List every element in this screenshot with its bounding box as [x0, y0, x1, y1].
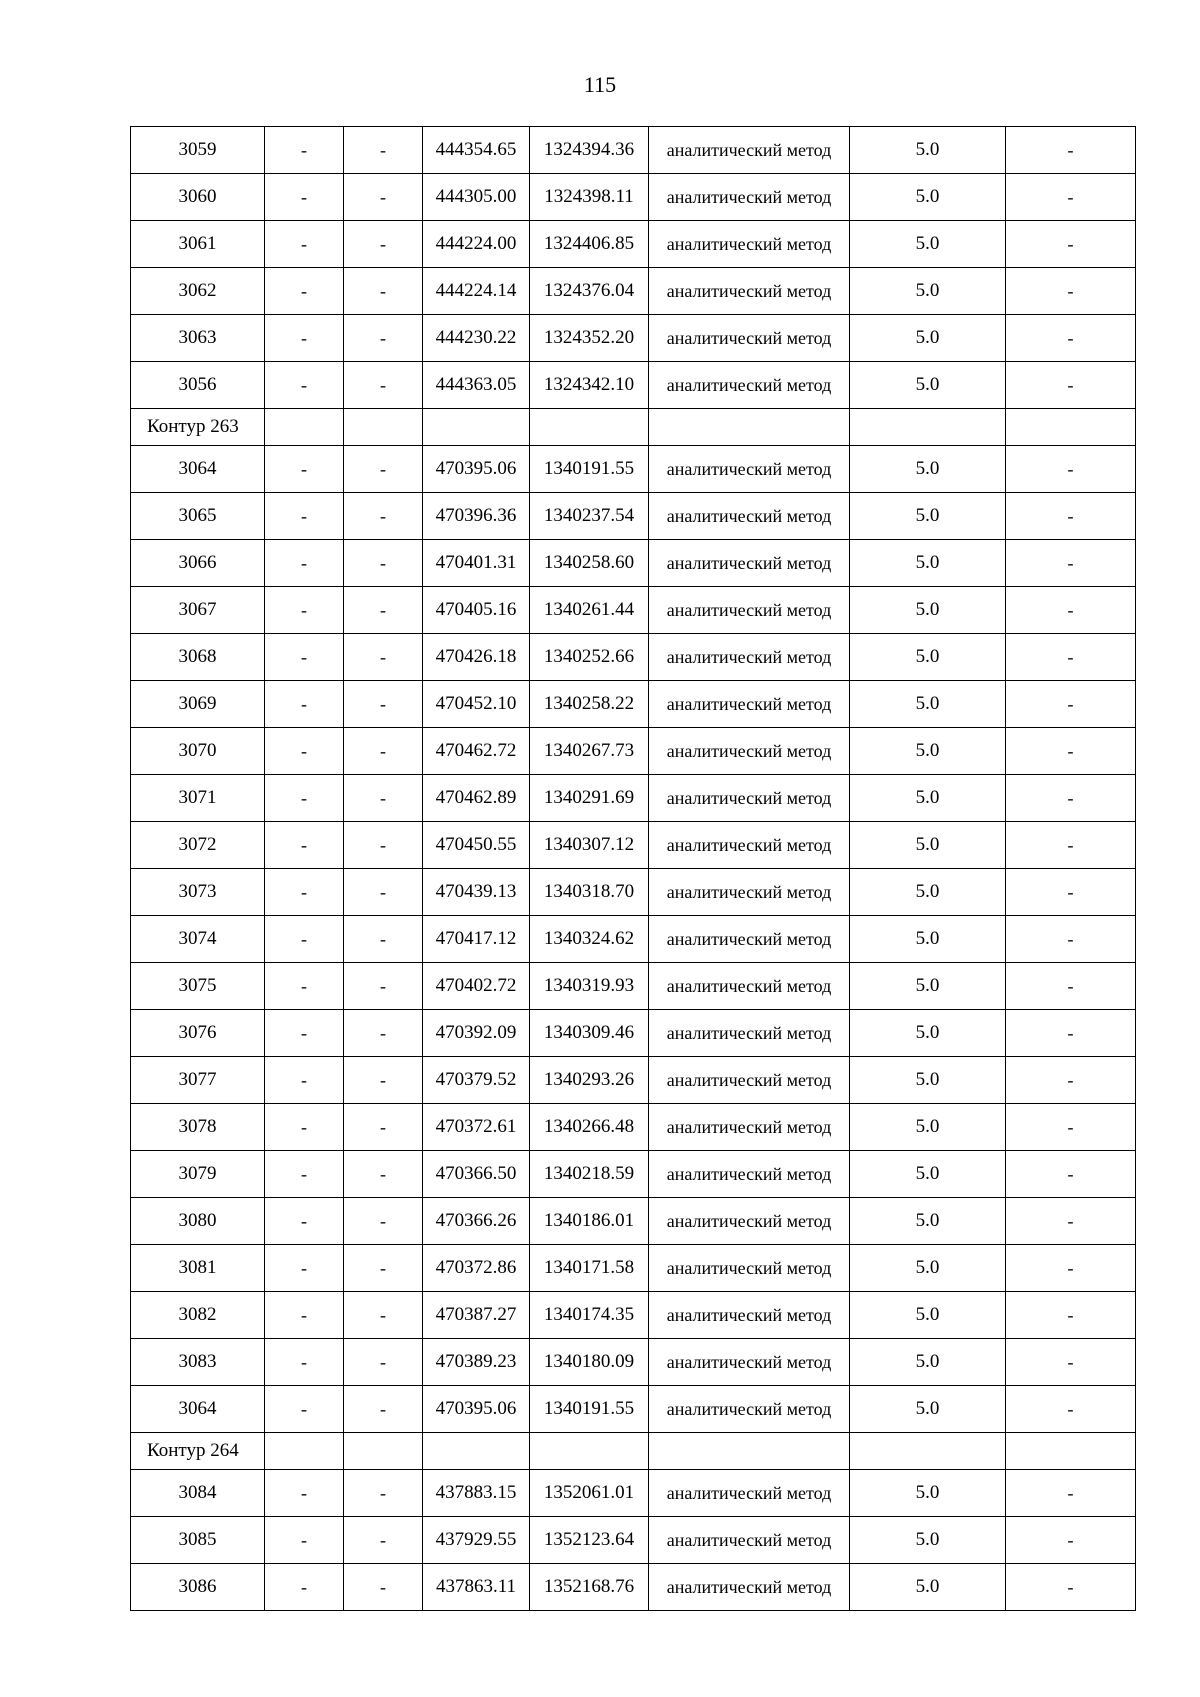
empty-value-cell: - — [265, 1339, 344, 1386]
accuracy-cell: 5.0 — [850, 315, 1006, 362]
x-coordinate-cell: 437883.15 — [423, 1470, 530, 1517]
point-number-cell: 3060 — [131, 174, 265, 221]
x-coordinate-cell: 470392.09 — [423, 1010, 530, 1057]
method-cell: аналитический метод — [649, 963, 850, 1010]
empty-value-cell: - — [344, 446, 423, 493]
table-row — [131, 1057, 1136, 1104]
empty-cell — [423, 409, 530, 446]
note-cell: - — [1006, 916, 1136, 963]
y-coordinate-cell: 1352123.64 — [530, 1517, 649, 1564]
empty-value-cell: - — [265, 1564, 344, 1611]
x-coordinate-cell: 444363.05 — [423, 362, 530, 409]
empty-value-cell: - — [265, 174, 344, 221]
y-coordinate-cell: 1340324.62 — [530, 916, 649, 963]
empty-value-cell: - — [265, 1470, 344, 1517]
empty-value-cell: - — [265, 540, 344, 587]
empty-value-cell: - — [344, 1564, 423, 1611]
x-coordinate-cell: 470462.72 — [423, 728, 530, 775]
note-cell: - — [1006, 362, 1136, 409]
note-cell: - — [1006, 775, 1136, 822]
table-row — [131, 1564, 1136, 1611]
accuracy-cell: 5.0 — [850, 822, 1006, 869]
accuracy-cell: 5.0 — [850, 1198, 1006, 1245]
y-coordinate-cell: 1324394.36 — [530, 127, 649, 174]
y-coordinate-cell: 1340191.55 — [530, 1386, 649, 1433]
empty-value-cell: - — [344, 681, 423, 728]
note-cell: - — [1006, 869, 1136, 916]
accuracy-cell: 5.0 — [850, 362, 1006, 409]
accuracy-cell: 5.0 — [850, 1245, 1006, 1292]
empty-value-cell: - — [265, 728, 344, 775]
empty-value-cell: - — [344, 1245, 423, 1292]
table-row — [131, 1470, 1136, 1517]
method-cell: аналитический метод — [649, 728, 850, 775]
x-coordinate-cell: 470439.13 — [423, 869, 530, 916]
method-cell: аналитический метод — [649, 587, 850, 634]
note-cell: - — [1006, 127, 1136, 174]
method-cell: аналитический метод — [649, 1339, 850, 1386]
y-coordinate-cell: 1352168.76 — [530, 1564, 649, 1611]
point-number-cell: 3074 — [131, 916, 265, 963]
x-coordinate-cell: 470366.26 — [423, 1198, 530, 1245]
empty-value-cell: - — [265, 1057, 344, 1104]
table-row — [131, 1245, 1136, 1292]
empty-value-cell: - — [344, 916, 423, 963]
page-number: 115 — [583, 72, 617, 97]
note-cell: - — [1006, 1104, 1136, 1151]
x-coordinate-cell: 470387.27 — [423, 1292, 530, 1339]
note-cell: - — [1006, 1057, 1136, 1104]
empty-value-cell: - — [265, 1010, 344, 1057]
accuracy-cell: 5.0 — [850, 1104, 1006, 1151]
table-row — [131, 221, 1136, 268]
y-coordinate-cell: 1340186.01 — [530, 1198, 649, 1245]
method-cell: аналитический метод — [649, 775, 850, 822]
method-cell: аналитический метод — [649, 916, 850, 963]
method-cell: аналитический метод — [649, 869, 850, 916]
x-coordinate-cell: 470405.16 — [423, 587, 530, 634]
table-row — [131, 127, 1136, 174]
empty-value-cell: - — [344, 1292, 423, 1339]
empty-value-cell: - — [344, 634, 423, 681]
x-coordinate-cell: 470417.12 — [423, 916, 530, 963]
method-cell: аналитический метод — [649, 221, 850, 268]
empty-value-cell: - — [344, 1057, 423, 1104]
method-cell: аналитический метод — [649, 1564, 850, 1611]
table-row — [131, 268, 1136, 315]
point-number-cell: 3063 — [131, 315, 265, 362]
table-row — [131, 1198, 1136, 1245]
empty-value-cell: - — [265, 1386, 344, 1433]
method-cell: аналитический метод — [649, 1057, 850, 1104]
table-row — [131, 869, 1136, 916]
method-cell: аналитический метод — [649, 1470, 850, 1517]
empty-cell — [1006, 409, 1136, 446]
empty-value-cell: - — [344, 1198, 423, 1245]
y-coordinate-cell: 1340258.22 — [530, 681, 649, 728]
note-cell: - — [1006, 174, 1136, 221]
empty-value-cell: - — [344, 1517, 423, 1564]
method-cell: аналитический метод — [649, 681, 850, 728]
y-coordinate-cell: 1352061.01 — [530, 1470, 649, 1517]
empty-value-cell: - — [344, 728, 423, 775]
x-coordinate-cell: 444354.65 — [423, 127, 530, 174]
accuracy-cell: 5.0 — [850, 1564, 1006, 1611]
empty-value-cell: - — [265, 587, 344, 634]
empty-value-cell: - — [265, 446, 344, 493]
point-number-cell: 3056 — [131, 362, 265, 409]
method-cell: аналитический метод — [649, 822, 850, 869]
x-coordinate-cell: 444305.00 — [423, 174, 530, 221]
x-coordinate-cell: 470426.18 — [423, 634, 530, 681]
empty-value-cell: - — [265, 916, 344, 963]
y-coordinate-cell: 1340171.58 — [530, 1245, 649, 1292]
point-number-cell: 3080 — [131, 1198, 265, 1245]
point-number-cell: 3071 — [131, 775, 265, 822]
table-row — [131, 634, 1136, 681]
method-cell: аналитический метод — [649, 1386, 850, 1433]
y-coordinate-cell: 1340319.93 — [530, 963, 649, 1010]
note-cell: - — [1006, 540, 1136, 587]
empty-value-cell: - — [265, 1151, 344, 1198]
note-cell: - — [1006, 1198, 1136, 1245]
empty-value-cell: - — [265, 1517, 344, 1564]
accuracy-cell: 5.0 — [850, 587, 1006, 634]
x-coordinate-cell: 437929.55 — [423, 1517, 530, 1564]
note-cell: - — [1006, 822, 1136, 869]
x-coordinate-cell: 470402.72 — [423, 963, 530, 1010]
table-row — [131, 446, 1136, 493]
note-cell: - — [1006, 963, 1136, 1010]
x-coordinate-cell: 470389.23 — [423, 1339, 530, 1386]
note-cell: - — [1006, 315, 1136, 362]
empty-value-cell: - — [344, 963, 423, 1010]
y-coordinate-cell: 1340218.59 — [530, 1151, 649, 1198]
empty-value-cell: - — [265, 493, 344, 540]
note-cell: - — [1006, 728, 1136, 775]
accuracy-cell: 5.0 — [850, 681, 1006, 728]
x-coordinate-cell: 470452.10 — [423, 681, 530, 728]
x-coordinate-cell: 470462.89 — [423, 775, 530, 822]
point-number-cell: 3083 — [131, 1339, 265, 1386]
table-row — [131, 1010, 1136, 1057]
table-row — [131, 728, 1136, 775]
method-cell: аналитический метод — [649, 1517, 850, 1564]
empty-value-cell: - — [344, 822, 423, 869]
table-row — [131, 1517, 1136, 1564]
y-coordinate-cell: 1340267.73 — [530, 728, 649, 775]
point-number-cell: 3076 — [131, 1010, 265, 1057]
note-cell: - — [1006, 1245, 1136, 1292]
empty-value-cell: - — [344, 1010, 423, 1057]
y-coordinate-cell: 1340261.44 — [530, 587, 649, 634]
method-cell: аналитический метод — [649, 268, 850, 315]
x-coordinate-cell: 470450.55 — [423, 822, 530, 869]
empty-value-cell: - — [344, 493, 423, 540]
accuracy-cell: 5.0 — [850, 1292, 1006, 1339]
empty-value-cell: - — [344, 315, 423, 362]
note-cell: - — [1006, 681, 1136, 728]
accuracy-cell: 5.0 — [850, 1057, 1006, 1104]
accuracy-cell: 5.0 — [850, 268, 1006, 315]
y-coordinate-cell: 1340307.12 — [530, 822, 649, 869]
accuracy-cell: 5.0 — [850, 446, 1006, 493]
y-coordinate-cell: 1324342.10 — [530, 362, 649, 409]
point-number-cell: 3078 — [131, 1104, 265, 1151]
empty-value-cell: - — [265, 1292, 344, 1339]
point-number-cell: 3064 — [131, 446, 265, 493]
point-number-cell: 3086 — [131, 1564, 265, 1611]
empty-value-cell: - — [265, 822, 344, 869]
point-number-cell: 3077 — [131, 1057, 265, 1104]
y-coordinate-cell: 1340180.09 — [530, 1339, 649, 1386]
y-coordinate-cell: 1340309.46 — [530, 1010, 649, 1057]
y-coordinate-cell: 1340291.69 — [530, 775, 649, 822]
point-number-cell: 3065 — [131, 493, 265, 540]
note-cell: - — [1006, 1292, 1136, 1339]
point-number-cell: 3070 — [131, 728, 265, 775]
method-cell: аналитический метод — [649, 540, 850, 587]
method-cell: аналитический метод — [649, 1292, 850, 1339]
table-row — [131, 1386, 1136, 1433]
accuracy-cell: 5.0 — [850, 1010, 1006, 1057]
contour-header-row — [131, 409, 1136, 446]
y-coordinate-cell: 1324376.04 — [530, 268, 649, 315]
y-coordinate-cell: 1340237.54 — [530, 493, 649, 540]
accuracy-cell: 5.0 — [850, 963, 1006, 1010]
note-cell: - — [1006, 1470, 1136, 1517]
y-coordinate-cell: 1340258.60 — [530, 540, 649, 587]
table-row — [131, 587, 1136, 634]
point-number-cell: 3079 — [131, 1151, 265, 1198]
empty-value-cell: - — [265, 127, 344, 174]
table-row — [131, 540, 1136, 587]
point-number-cell: 3073 — [131, 869, 265, 916]
point-number-cell: 3084 — [131, 1470, 265, 1517]
method-cell: аналитический метод — [649, 446, 850, 493]
point-number-cell: 3072 — [131, 822, 265, 869]
table-row — [131, 362, 1136, 409]
accuracy-cell: 5.0 — [850, 916, 1006, 963]
accuracy-cell: 5.0 — [850, 728, 1006, 775]
y-coordinate-cell: 1324406.85 — [530, 221, 649, 268]
accuracy-cell: 5.0 — [850, 1151, 1006, 1198]
table-row — [131, 315, 1136, 362]
point-number-cell: 3085 — [131, 1517, 265, 1564]
note-cell: - — [1006, 1010, 1136, 1057]
note-cell: - — [1006, 1151, 1136, 1198]
contour-header-row — [131, 1433, 1136, 1470]
point-number-cell: 3069 — [131, 681, 265, 728]
table-row — [131, 1292, 1136, 1339]
empty-value-cell: - — [344, 775, 423, 822]
note-cell: - — [1006, 1564, 1136, 1611]
method-cell: аналитический метод — [649, 634, 850, 681]
empty-value-cell: - — [265, 315, 344, 362]
note-cell: - — [1006, 446, 1136, 493]
empty-cell — [649, 409, 850, 446]
method-cell: аналитический метод — [649, 1245, 850, 1292]
accuracy-cell: 5.0 — [850, 540, 1006, 587]
empty-value-cell: - — [265, 1104, 344, 1151]
accuracy-cell: 5.0 — [850, 1386, 1006, 1433]
contour-label: Контур 263 — [131, 409, 265, 446]
accuracy-cell: 5.0 — [850, 1517, 1006, 1564]
empty-cell — [265, 1433, 344, 1470]
method-cell: аналитический метод — [649, 362, 850, 409]
method-cell: аналитический метод — [649, 174, 850, 221]
point-number-cell: 3066 — [131, 540, 265, 587]
coordinates-table — [130, 126, 1136, 1611]
x-coordinate-cell: 470372.61 — [423, 1104, 530, 1151]
accuracy-cell: 5.0 — [850, 221, 1006, 268]
accuracy-cell: 5.0 — [850, 869, 1006, 916]
point-number-cell: 3075 — [131, 963, 265, 1010]
empty-cell — [344, 1433, 423, 1470]
point-number-cell: 3064 — [131, 1386, 265, 1433]
empty-cell — [530, 409, 649, 446]
point-number-cell: 3068 — [131, 634, 265, 681]
empty-value-cell: - — [344, 1151, 423, 1198]
empty-value-cell: - — [265, 268, 344, 315]
empty-value-cell: - — [344, 1104, 423, 1151]
note-cell: - — [1006, 587, 1136, 634]
empty-value-cell: - — [344, 362, 423, 409]
accuracy-cell: 5.0 — [850, 775, 1006, 822]
empty-value-cell: - — [344, 174, 423, 221]
empty-value-cell: - — [265, 362, 344, 409]
table-row — [131, 1151, 1136, 1198]
empty-value-cell: - — [265, 221, 344, 268]
y-coordinate-cell: 1340174.35 — [530, 1292, 649, 1339]
y-coordinate-cell: 1340252.66 — [530, 634, 649, 681]
y-coordinate-cell: 1340293.26 — [530, 1057, 649, 1104]
method-cell: аналитический метод — [649, 1151, 850, 1198]
accuracy-cell: 5.0 — [850, 634, 1006, 681]
empty-value-cell: - — [265, 1245, 344, 1292]
x-coordinate-cell: 470395.06 — [423, 1386, 530, 1433]
x-coordinate-cell: 444224.00 — [423, 221, 530, 268]
method-cell: аналитический метод — [649, 1104, 850, 1151]
table-row — [131, 963, 1136, 1010]
accuracy-cell: 5.0 — [850, 174, 1006, 221]
y-coordinate-cell: 1324352.20 — [530, 315, 649, 362]
note-cell: - — [1006, 1517, 1136, 1564]
method-cell: аналитический метод — [649, 1198, 850, 1245]
contour-label: Контур 264 — [131, 1433, 265, 1470]
empty-cell — [850, 1433, 1006, 1470]
accuracy-cell: 5.0 — [850, 1470, 1006, 1517]
x-coordinate-cell: 444224.14 — [423, 268, 530, 315]
x-coordinate-cell: 470395.06 — [423, 446, 530, 493]
empty-cell — [530, 1433, 649, 1470]
accuracy-cell: 5.0 — [850, 127, 1006, 174]
point-number-cell: 3059 — [131, 127, 265, 174]
accuracy-cell: 5.0 — [850, 1339, 1006, 1386]
y-coordinate-cell: 1340318.70 — [530, 869, 649, 916]
empty-value-cell: - — [344, 587, 423, 634]
point-number-cell: 3062 — [131, 268, 265, 315]
empty-value-cell: - — [265, 1198, 344, 1245]
table-row — [131, 1339, 1136, 1386]
x-coordinate-cell: 470372.86 — [423, 1245, 530, 1292]
x-coordinate-cell: 470379.52 — [423, 1057, 530, 1104]
table-row — [131, 822, 1136, 869]
table-row — [131, 916, 1136, 963]
table-row — [131, 681, 1136, 728]
empty-value-cell: - — [344, 268, 423, 315]
empty-cell — [850, 409, 1006, 446]
empty-cell — [1006, 1433, 1136, 1470]
empty-cell — [344, 409, 423, 446]
x-coordinate-cell: 470366.50 — [423, 1151, 530, 1198]
y-coordinate-cell: 1340266.48 — [530, 1104, 649, 1151]
note-cell: - — [1006, 634, 1136, 681]
empty-value-cell: - — [265, 634, 344, 681]
table-row — [131, 775, 1136, 822]
empty-value-cell: - — [344, 221, 423, 268]
table-row — [131, 1104, 1136, 1151]
method-cell: аналитический метод — [649, 127, 850, 174]
x-coordinate-cell: 470396.36 — [423, 493, 530, 540]
empty-value-cell: - — [265, 869, 344, 916]
empty-value-cell: - — [344, 1339, 423, 1386]
point-number-cell: 3081 — [131, 1245, 265, 1292]
table-row — [131, 174, 1136, 221]
point-number-cell: 3061 — [131, 221, 265, 268]
note-cell: - — [1006, 493, 1136, 540]
note-cell: - — [1006, 1386, 1136, 1433]
empty-value-cell: - — [344, 869, 423, 916]
empty-value-cell: - — [344, 1386, 423, 1433]
note-cell: - — [1006, 1339, 1136, 1386]
empty-value-cell: - — [265, 681, 344, 728]
x-coordinate-cell: 470401.31 — [423, 540, 530, 587]
method-cell: аналитический метод — [649, 315, 850, 362]
note-cell: - — [1006, 221, 1136, 268]
empty-value-cell: - — [344, 127, 423, 174]
empty-value-cell: - — [344, 1470, 423, 1517]
method-cell: аналитический метод — [649, 1010, 850, 1057]
point-number-cell: 3067 — [131, 587, 265, 634]
point-number-cell: 3082 — [131, 1292, 265, 1339]
y-coordinate-cell: 1324398.11 — [530, 174, 649, 221]
y-coordinate-cell: 1340191.55 — [530, 446, 649, 493]
x-coordinate-cell: 444230.22 — [423, 315, 530, 362]
accuracy-cell: 5.0 — [850, 493, 1006, 540]
empty-cell — [423, 1433, 530, 1470]
table-row — [131, 493, 1136, 540]
empty-value-cell: - — [265, 775, 344, 822]
note-cell: - — [1006, 268, 1136, 315]
x-coordinate-cell: 437863.11 — [423, 1564, 530, 1611]
empty-cell — [649, 1433, 850, 1470]
empty-cell — [265, 409, 344, 446]
empty-value-cell: - — [344, 540, 423, 587]
method-cell: аналитический метод — [649, 493, 850, 540]
empty-value-cell: - — [265, 963, 344, 1010]
